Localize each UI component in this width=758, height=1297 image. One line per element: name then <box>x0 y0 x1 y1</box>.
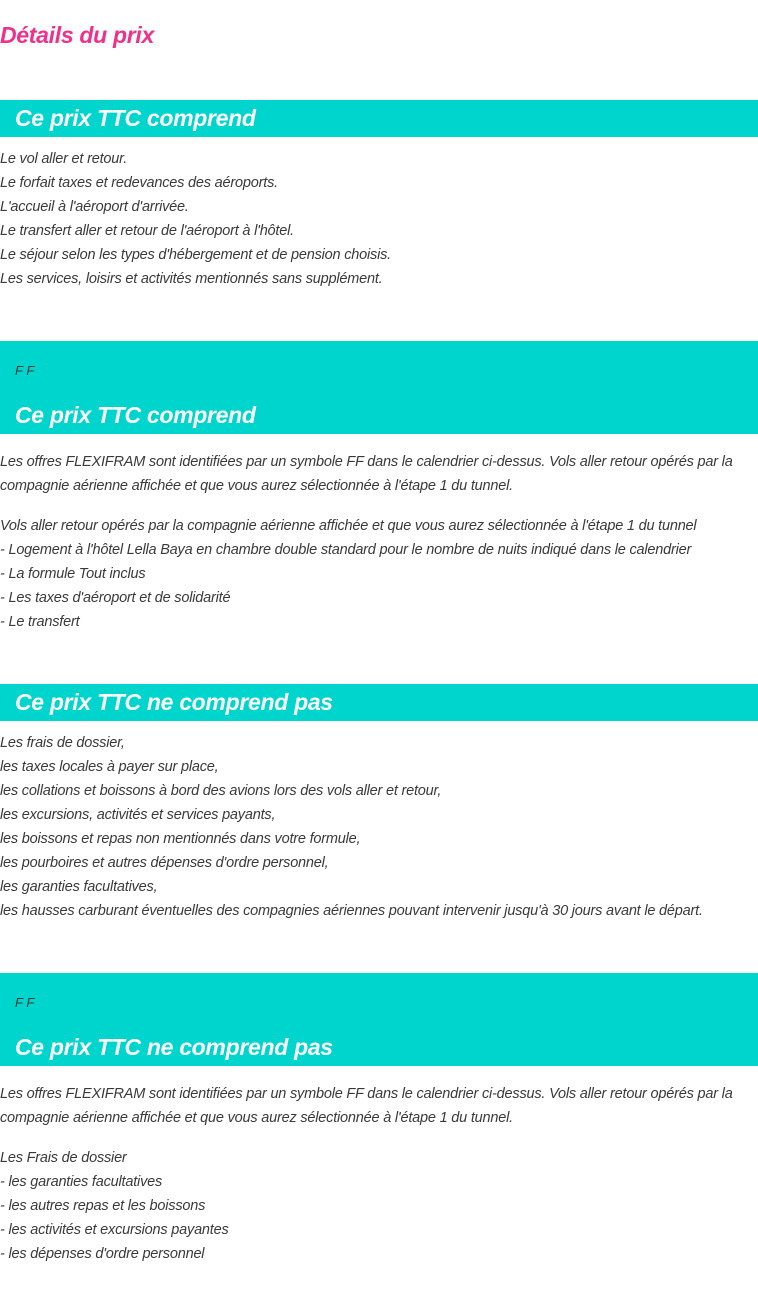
list-item: - les autres repas et les boissons <box>0 1198 206 1214</box>
ff-symbol: F F <box>15 995 35 1010</box>
section-title: Ce prix TTC comprend <box>15 402 256 428</box>
list-item: les pourboires et autres dépenses d'ordre personnel, <box>0 855 329 871</box>
list-item: les taxes locales à payer sur place, <box>0 759 219 775</box>
section-flexifram-not-included-header <box>0 973 758 1066</box>
list-item: - Les taxes d'aéroport et de solidarité <box>0 590 231 606</box>
list-item: Le vol aller et retour. <box>0 151 128 167</box>
list-item: - Le transfert <box>0 614 80 630</box>
intro-paragraph: Les offres FLEXIFRAM sont identifiées par un symbole FF dans le calendrier ci-dessus. Vols aller retour opérés par la compagnie aérienne affichée et que vous aurez sélectionnée à l'étape 1 du tunnel. <box>0 1086 733 1126</box>
not-included-list <box>0 731 745 923</box>
list-item: Les services, loisirs et activités mentionnés sans supplément. <box>0 271 383 287</box>
flexifram-included-list <box>0 514 745 634</box>
section-title: Ce prix TTC ne comprend pas <box>15 1034 333 1060</box>
included-list <box>0 147 745 291</box>
list-item: les garanties facultatives, <box>0 879 158 895</box>
ff-symbol: F F <box>15 363 35 378</box>
flexifram-not-included-list <box>0 1146 745 1266</box>
intro-paragraph: Les offres FLEXIFRAM sont identifiées par un symbole FF dans le calendrier ci-dessus. Vols aller retour opérés par la compagnie aérienne affichée et que vous aurez sélectionnée à l'étape 1 du tunnel. <box>0 454 733 494</box>
list-item: Le transfert aller et retour de l'aéroport à l'hôtel. <box>0 223 294 239</box>
section-title: Ce prix TTC ne comprend pas <box>15 689 333 715</box>
list-item: Le séjour selon les types d'hébergement et de pension choisis. <box>0 247 391 263</box>
list-item: - Logement à l'hôtel Lella Baya en chambre double standard pour le nombre de nuits indiqué dans le calendrier <box>0 542 692 558</box>
flexifram-not-included-intro <box>0 1082 745 1130</box>
list-item: les excursions, activités et services payants, <box>0 807 276 823</box>
list-item: les boissons et repas non mentionnés dans votre formule, <box>0 831 361 847</box>
flexifram-included-intro <box>0 450 745 498</box>
list-item: les hausses carburant éventuelles des compagnies aériennes pouvant intervenir jusqu'à 30 jours avant le départ. <box>0 903 703 919</box>
list-item: Vols aller retour opérés par la compagnie aérienne affichée et que vous aurez sélectionnée à l'étape 1 du tunnel <box>0 518 697 534</box>
list-item: Les frais de dossier, <box>0 735 125 751</box>
section-included-header <box>0 100 758 137</box>
list-item: Le forfait taxes et redevances des aéroports. <box>0 175 278 191</box>
section-not-included-header <box>0 684 758 721</box>
list-item: L'accueil à l'aéroport d'arrivée. <box>0 199 189 215</box>
list-item: - les dépenses d'ordre personnel <box>0 1246 205 1262</box>
section-flexifram-included-header <box>0 341 758 434</box>
list-item: les collations et boissons à bord des avions lors des vols aller et retour, <box>0 783 442 799</box>
section-title: Ce prix TTC comprend <box>15 105 256 131</box>
list-item: - les garanties facultatives <box>0 1174 163 1190</box>
list-item: Les Frais de dossier <box>0 1150 127 1166</box>
list-item: - les activités et excursions payantes <box>0 1222 229 1238</box>
list-item: - La formule Tout inclus <box>0 566 146 582</box>
page-title: Détails du prix <box>0 22 154 48</box>
